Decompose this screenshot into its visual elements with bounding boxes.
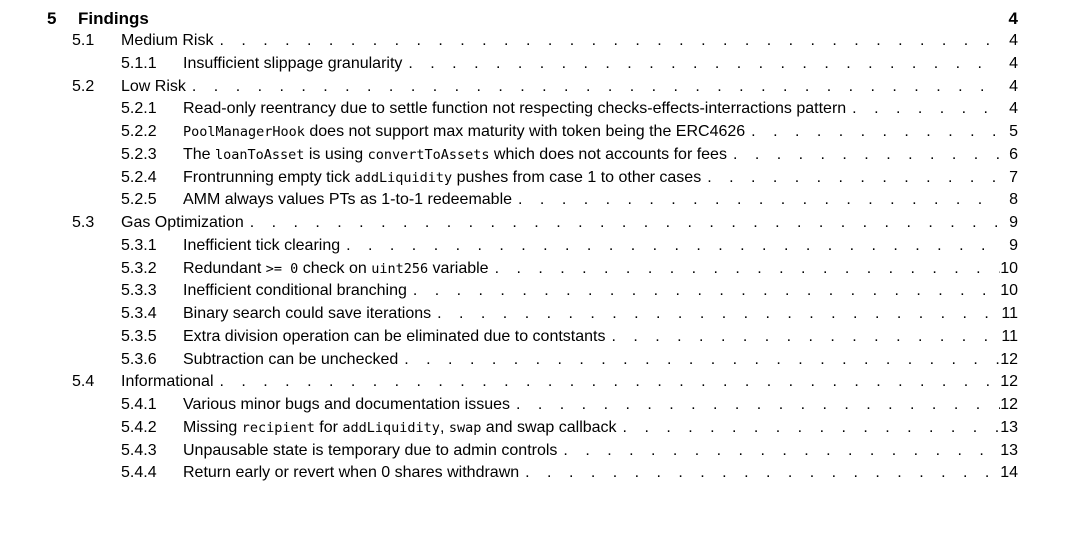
title-fragment: Binary search could save iterations — [183, 305, 432, 322]
entry-number: 5.4.4 — [121, 464, 157, 482]
entry-page-number: 14 — [1000, 464, 1018, 482]
code-fragment: uint256 — [371, 260, 429, 277]
code-fragment: PoolManagerHook — [183, 124, 305, 140]
dot-leader — [437, 305, 1000, 323]
entry-title-wrap — [183, 260, 1000, 278]
entry-title — [183, 328, 605, 346]
toc-entry[interactable] — [0, 121, 1080, 143]
entry-title — [121, 78, 186, 96]
entry-page-number: 12 — [1000, 373, 1018, 391]
toc-entry[interactable] — [0, 303, 1080, 325]
title-fragment: Medium Risk — [121, 32, 214, 49]
dot-leader — [219, 32, 1000, 50]
title-fragment: Subtraction can be unchecked — [183, 350, 399, 368]
title-fragment: variable — [428, 259, 489, 277]
entry-number: 5.3.6 — [121, 350, 157, 368]
entry-title — [183, 191, 512, 209]
toc-subsection[interactable] — [0, 30, 1080, 52]
entry-number: 5.2.4 — [121, 168, 157, 186]
title-fragment: Informational — [121, 373, 214, 391]
entry-title-wrap — [183, 123, 1000, 141]
entry-number: 5.2.2 — [121, 123, 157, 140]
entry-title — [183, 282, 407, 300]
entry-title — [183, 55, 402, 73]
entry-number: 5.2.1 — [121, 100, 157, 118]
title-fragment: which does not accounts for fees — [489, 145, 727, 163]
toc-entry[interactable] — [0, 189, 1080, 211]
toc-entry[interactable] — [0, 462, 1080, 484]
dot-leader — [220, 373, 1001, 391]
entry-title — [183, 146, 727, 164]
entry-page-number: 4 — [1009, 100, 1018, 118]
title-fragment: check on — [298, 259, 372, 277]
entry-number: 5.3 — [72, 214, 95, 231]
dot-leader — [495, 260, 1000, 278]
title-fragment: AMM always values PTs as 1-to-1 redeemable — [183, 191, 513, 209]
toc-subsection[interactable] — [0, 212, 1080, 234]
dot-leader — [623, 419, 1000, 437]
title-fragment: Unpausable state is temporary due to admin controls — [183, 441, 558, 459]
title-fragment: Inefficient tick clearing — [183, 236, 341, 254]
entry-title — [183, 169, 701, 187]
entry-page-number: 12 — [1000, 350, 1018, 368]
toc-entry[interactable] — [0, 280, 1080, 302]
entry-title-wrap — [121, 214, 1000, 232]
entry-title-wrap — [183, 442, 1000, 460]
dot-leader — [611, 328, 1000, 346]
section-number: 5 — [47, 9, 57, 28]
entry-title-wrap — [183, 100, 1000, 118]
entry-page-number: 9 — [1009, 214, 1018, 231]
entry-number: 5.3.5 — [121, 327, 157, 345]
title-fragment: Read-only reentrancy due to settle function not respecting checks-effects-interractions pattern — [183, 100, 847, 118]
entry-title — [183, 100, 846, 118]
section-title-wrap — [78, 9, 1000, 29]
entry-number: 5.4.3 — [121, 441, 157, 459]
entry-title-wrap — [183, 351, 1000, 369]
entry-title-wrap — [121, 32, 1000, 50]
entry-page-number: 13 — [1000, 418, 1018, 436]
entry-title-wrap — [183, 464, 1000, 482]
toc-subsection[interactable] — [0, 76, 1080, 98]
code-fragment: addLiquidity — [342, 419, 440, 436]
dot-leader — [404, 351, 1000, 369]
entry-page-number: 6 — [1009, 145, 1018, 163]
toc-subsection[interactable] — [0, 371, 1080, 393]
entry-page-number: 7 — [1009, 168, 1018, 186]
entry-page-number: 4 — [1009, 54, 1018, 72]
toc-entry[interactable] — [0, 144, 1080, 166]
entry-page-number: 8 — [1009, 191, 1018, 209]
title-fragment: Insufficient slippage granularity — [183, 54, 403, 72]
title-fragment: Extra division operation can be eliminated due to contstants — [183, 327, 606, 345]
title-fragment: pushes from case 1 to other cases — [452, 168, 702, 186]
title-fragment: Redundant — [183, 259, 266, 277]
entry-title-wrap — [183, 328, 1000, 346]
dot-leader — [250, 214, 1000, 232]
title-fragment: Various minor bugs and documentation issues — [183, 396, 510, 413]
code-fragment: swap — [448, 419, 482, 436]
dot-leader — [413, 282, 1000, 300]
entry-page-number: 11 — [1001, 305, 1018, 322]
entry-title-wrap — [183, 191, 1000, 209]
dot-leader — [707, 169, 1000, 187]
entry-number: 5.4 — [72, 373, 95, 391]
entry-title — [183, 305, 431, 323]
entry-title — [183, 260, 489, 278]
dot-leader — [192, 78, 1000, 96]
entry-title — [183, 123, 745, 141]
entry-title — [183, 419, 617, 437]
entry-title — [183, 396, 510, 414]
toc-section-heading[interactable] — [0, 8, 1080, 30]
dot-leader — [518, 191, 1000, 209]
entry-title — [121, 214, 244, 232]
toc-entry[interactable] — [0, 349, 1080, 371]
dot-leader — [751, 123, 1000, 141]
entry-number: 5.2.3 — [121, 145, 157, 163]
entry-title-wrap — [121, 373, 1000, 391]
entry-title-wrap — [183, 146, 1000, 164]
entry-number: 5.1 — [72, 32, 95, 49]
dot-leader — [346, 237, 1000, 255]
title-fragment: for — [314, 418, 343, 436]
entry-number: 5.1.1 — [121, 54, 157, 72]
entry-title-wrap — [183, 419, 1000, 437]
title-fragment: Frontrunning empty tick — [183, 168, 355, 186]
dot-leader — [563, 442, 1000, 460]
entry-title-wrap — [183, 169, 1000, 187]
title-fragment: Return early or revert when 0 shares withdrawn — [183, 464, 520, 482]
section-page-number: 4 — [1008, 9, 1018, 28]
code-fragment: convertToAssets — [367, 146, 490, 163]
entry-number: 5.2.5 — [121, 191, 157, 209]
entry-page-number: 10 — [1000, 282, 1018, 300]
code-fragment: recipient — [241, 419, 315, 436]
toc-entry[interactable] — [0, 440, 1080, 462]
entry-number: 5.3.2 — [121, 259, 157, 277]
entry-page-number: 11 — [1001, 327, 1018, 345]
entry-title-wrap — [183, 396, 1000, 414]
toc-entry[interactable] — [0, 417, 1080, 439]
title-fragment: is using — [304, 145, 368, 163]
toc-entry[interactable] — [0, 235, 1080, 257]
entry-title-wrap — [183, 55, 1000, 73]
toc-entry[interactable] — [0, 167, 1080, 189]
toc-entry[interactable] — [0, 394, 1080, 416]
entry-page-number: 4 — [1009, 77, 1018, 95]
toc-entry[interactable] — [0, 98, 1080, 120]
title-fragment: and swap callback — [481, 418, 617, 436]
toc-entry[interactable] — [0, 258, 1080, 280]
entry-title — [183, 237, 340, 255]
entry-number: 5.4.1 — [121, 396, 157, 413]
section-title: Findings — [78, 9, 149, 28]
title-fragment: does not support max maturity with token being the ERC4626 — [304, 123, 746, 140]
code-fragment: >= 0 — [265, 260, 299, 277]
entry-title — [183, 464, 519, 482]
entry-number: 5.2 — [72, 77, 95, 95]
title-fragment: The — [183, 145, 216, 163]
entry-title-wrap — [183, 237, 1000, 255]
dot-leader — [733, 146, 1000, 164]
title-fragment: Low Risk — [121, 77, 186, 95]
entry-page-number: 4 — [1009, 32, 1018, 49]
toc-entry[interactable] — [0, 53, 1080, 75]
entry-page-number: 9 — [1009, 236, 1018, 254]
entry-title — [183, 442, 557, 460]
title-fragment: Missing — [183, 418, 242, 436]
toc-entry[interactable] — [0, 326, 1080, 348]
entry-page-number: 12 — [1000, 396, 1018, 413]
entry-page-number: 10 — [1000, 259, 1018, 277]
title-fragment: Gas Optimization — [121, 214, 244, 231]
title-fragment: Inefficient conditional branching — [183, 282, 407, 300]
entry-number: 5.3.1 — [121, 236, 157, 254]
code-fragment: loanToAsset — [215, 146, 305, 163]
entry-number: 5.3.3 — [121, 282, 157, 300]
entry-title-wrap — [183, 282, 1000, 300]
dot-leader — [525, 464, 1000, 482]
entry-number: 5.4.2 — [121, 418, 157, 436]
entry-title-wrap — [183, 305, 1000, 323]
entry-title — [183, 351, 398, 369]
code-fragment: addLiquidity — [354, 169, 453, 186]
title-fragment: , — [439, 418, 449, 436]
entry-page-number: 5 — [1009, 123, 1018, 140]
entry-title — [121, 32, 213, 50]
entry-title — [121, 373, 214, 391]
dot-leader — [852, 100, 1000, 118]
dot-leader — [516, 396, 1000, 414]
entry-number: 5.3.4 — [121, 305, 157, 322]
dot-leader — [408, 55, 1000, 73]
entry-page-number: 13 — [1000, 441, 1018, 459]
entry-title-wrap — [121, 78, 1000, 96]
